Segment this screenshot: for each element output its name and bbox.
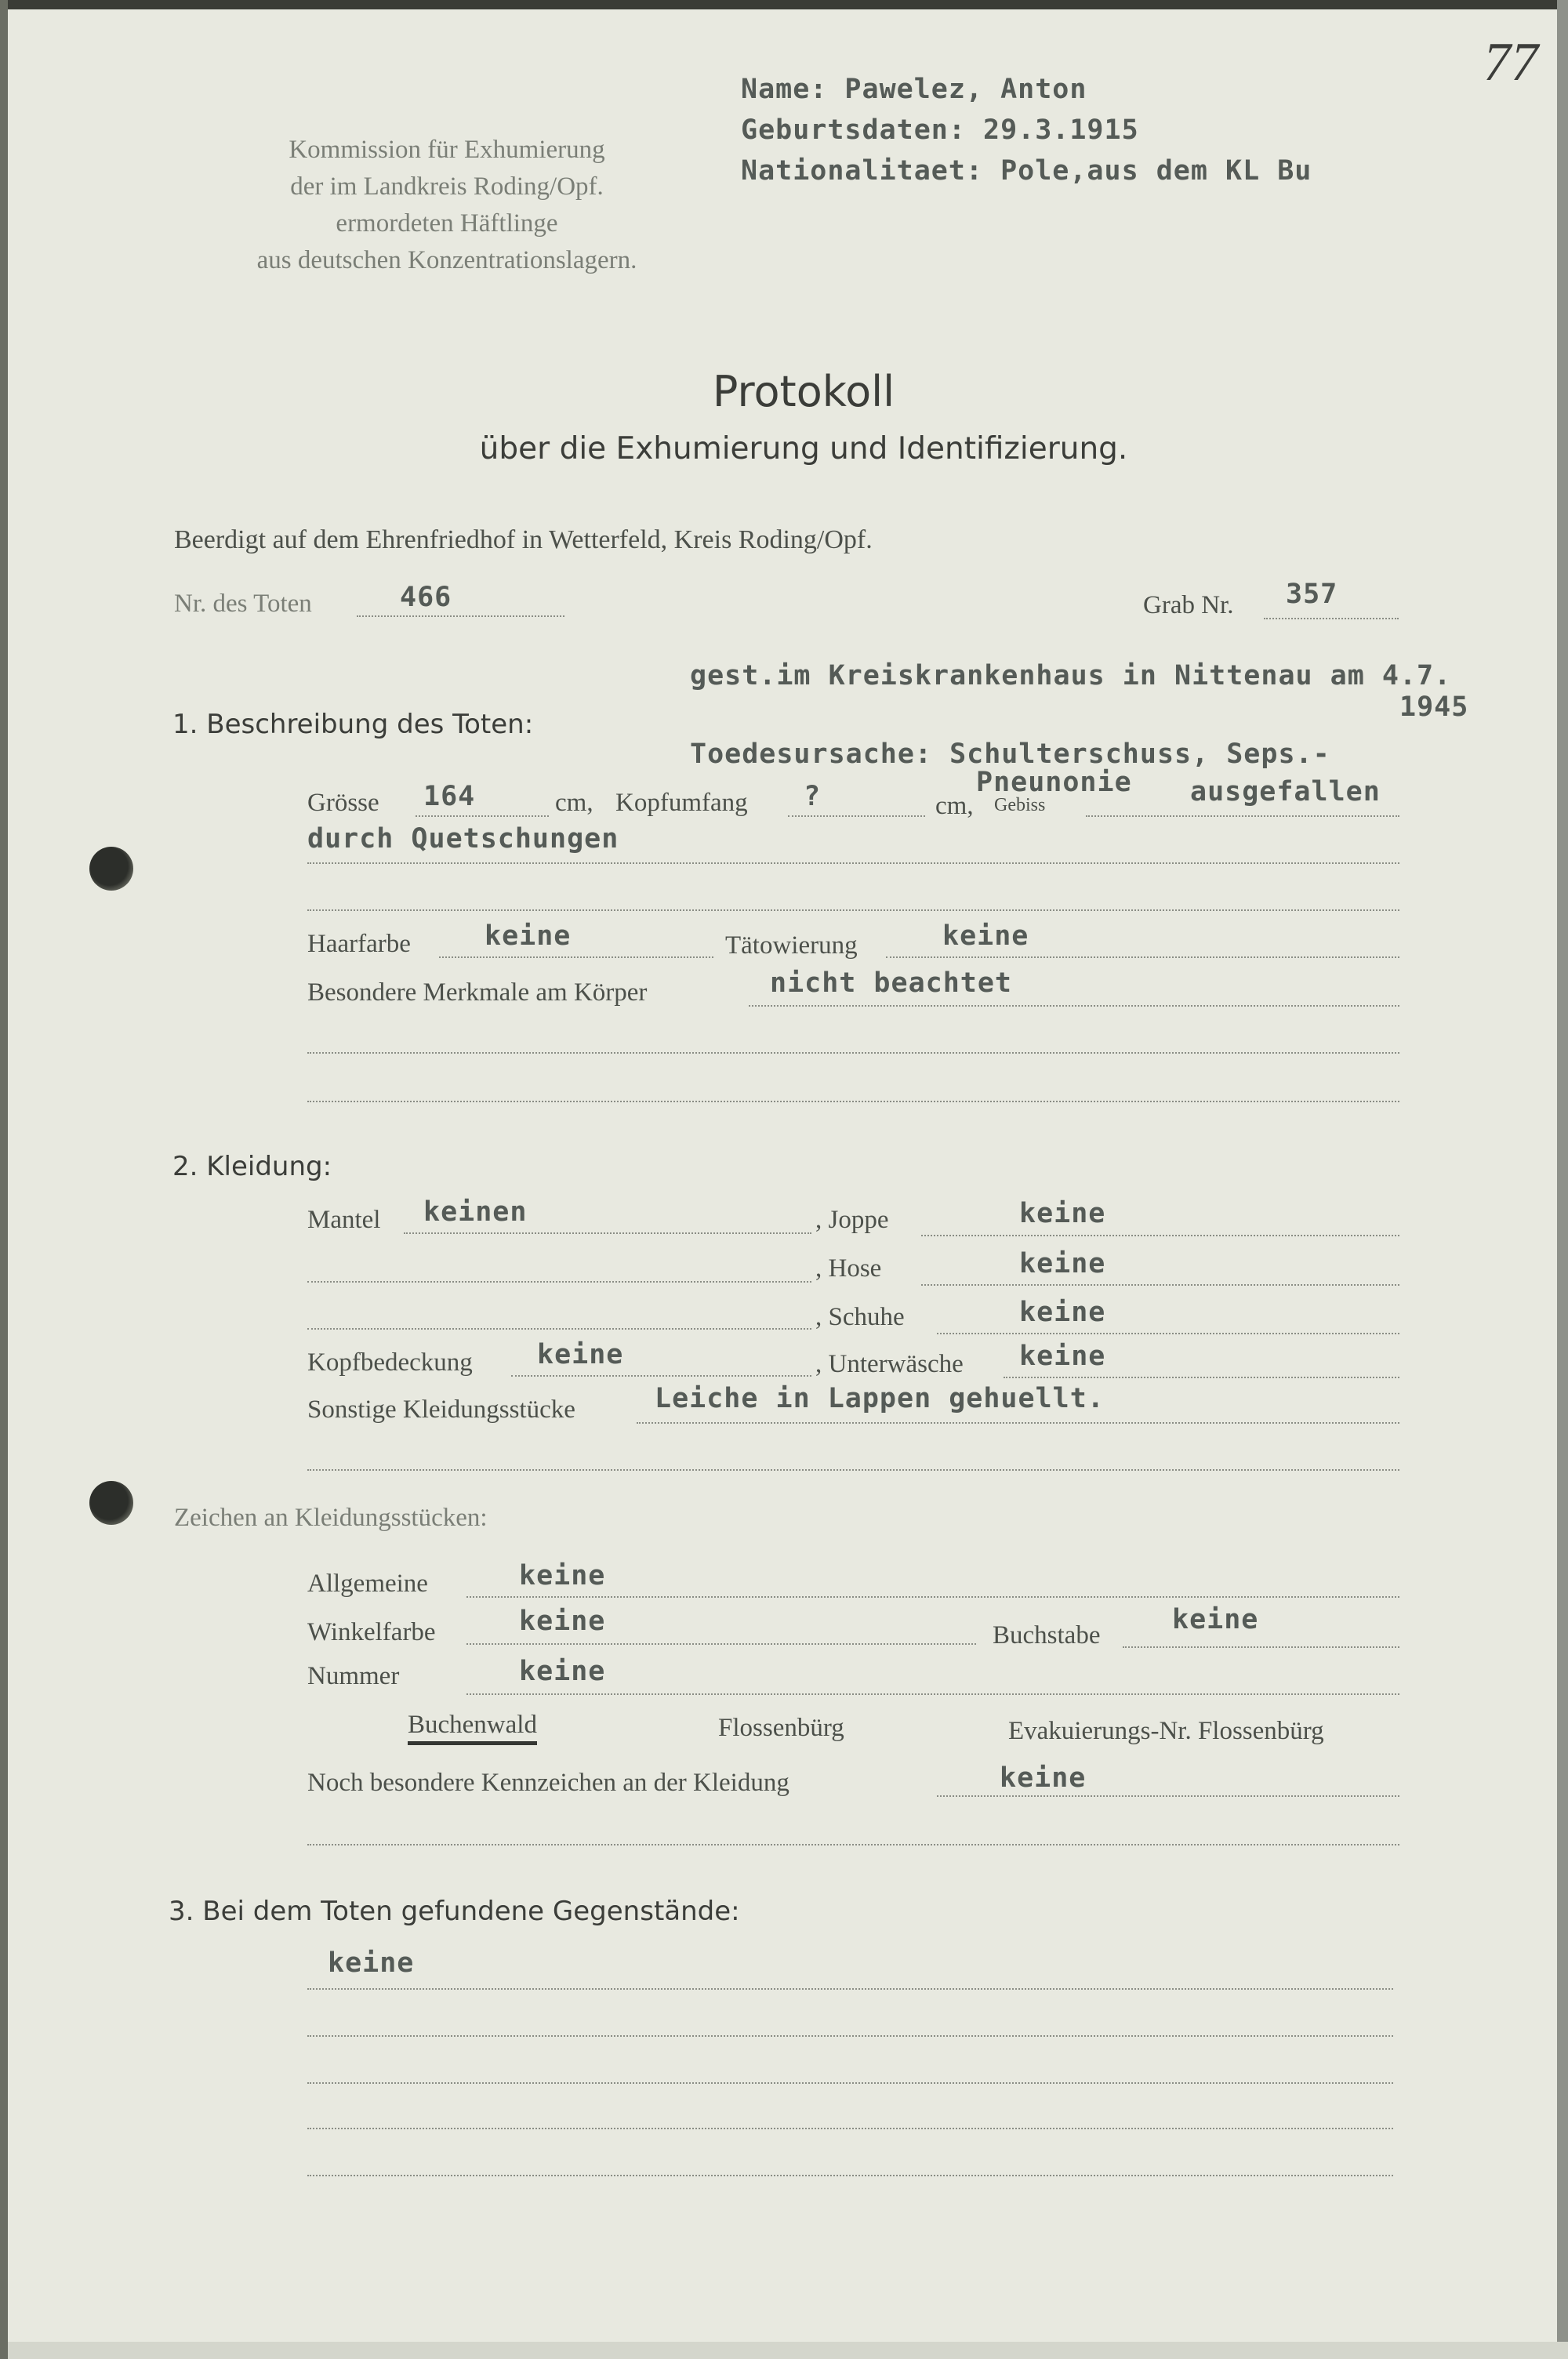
dotted-line [886, 956, 1399, 958]
dotted-line [307, 2082, 1393, 2084]
coat-value: keinen [423, 1196, 528, 1228]
height-unit: cm, [555, 789, 593, 817]
punch-hole-bottom [89, 1481, 133, 1525]
cause-of-death-line: Toedesursache: Schulterschuss, Seps.- [690, 739, 1330, 770]
dotted-line [307, 909, 1399, 911]
underwear-value: keine [1019, 1341, 1106, 1372]
dotted-line [307, 1844, 1399, 1845]
dotted-line [307, 2175, 1393, 2176]
dotted-line [1123, 1646, 1399, 1648]
dotted-line [439, 956, 713, 958]
teeth-value: ausgefallen [1190, 776, 1381, 808]
shoes-value: keine [1019, 1297, 1106, 1328]
dotted-line [357, 615, 564, 617]
camp-buchenwald: Buchenwald [408, 1711, 537, 1745]
other-clothing-label: Sonstige Kleidungsstücke [307, 1395, 575, 1424]
height-value: 164 [423, 781, 476, 812]
dead-number-value: 466 [400, 582, 452, 613]
dotted-line [1004, 1377, 1399, 1378]
teeth-value-continued: durch Quetschungen [307, 823, 619, 855]
letter-value: keine [1172, 1604, 1259, 1635]
extra-marks-value: keine [1000, 1762, 1087, 1794]
head-circumference-value: ? [804, 781, 822, 812]
jacket-value: keine [1019, 1198, 1106, 1229]
general-marks-value: keine [519, 1560, 606, 1591]
teeth-label: Gebiss [994, 795, 1046, 815]
name-line: Name: Pawelez, Anton [741, 74, 1087, 105]
number-value: keine [519, 1656, 606, 1687]
section-3-heading: 3. Bei dem Toten gefundene Gegenstände: [169, 1896, 740, 1927]
death-year: 1945 [1399, 691, 1469, 723]
found-items-value: keine [328, 1947, 415, 1979]
burial-line: Beerdigt auf dem Ehrenfriedhof in Wetterfeld, Kreis Roding/Opf. [174, 525, 873, 554]
dotted-line [307, 1281, 811, 1283]
page-title: Protokoll [712, 367, 895, 416]
tattoo-label: Tätowierung [725, 931, 858, 960]
special-marks-label: Besondere Merkmale am Körper [307, 978, 648, 1007]
underwear-label: , Unterwäsche [815, 1350, 964, 1378]
special-marks-value: nicht beachtet [770, 967, 1013, 999]
hair-color-label: Haarfarbe [307, 930, 411, 958]
dotted-line [1086, 815, 1399, 817]
identity-block [741, 69, 1312, 191]
dotted-line [466, 1693, 1399, 1695]
head-unit: cm, [935, 792, 974, 820]
headwear-value: keine [537, 1339, 624, 1370]
triangle-color-value: keine [519, 1606, 606, 1637]
dotted-line [937, 1333, 1399, 1334]
commission-line: Kommission für Exhumierung [289, 136, 605, 164]
section-1-heading: 1. Beschreibung des Toten: [172, 709, 534, 740]
dotted-line [307, 1469, 1399, 1471]
dotted-line [637, 1422, 1399, 1424]
page-edge-bottom [0, 2342, 1568, 2359]
page-edge-right [1557, 0, 1568, 2359]
camp-flossenbuerg: Flossenbürg [718, 1714, 844, 1742]
commission-line: der im Landkreis Roding/Opf. [290, 172, 604, 201]
general-marks-label: Allgemeine [307, 1570, 428, 1598]
trousers-value: keine [1019, 1248, 1106, 1279]
trousers-label: , Hose [815, 1254, 882, 1283]
birthdate-line: Geburtsdaten: 29.3.1915 [741, 114, 1139, 146]
commission-line: aus deutschen Konzentrationslagern. [256, 246, 637, 274]
section-2-heading: 2. Kleidung: [172, 1151, 332, 1182]
dotted-line [416, 815, 549, 817]
grave-number-value: 357 [1286, 579, 1338, 610]
hair-color-value: keine [485, 920, 572, 952]
marks-on-clothing-heading: Zeichen an Kleidungsstücken: [174, 1504, 488, 1532]
evacuation-number-label: Evakuierungs-Nr. Flossenbürg [1008, 1717, 1324, 1745]
dotted-line [749, 1005, 1399, 1007]
death-place-line: gest.im Kreiskrankenhaus in Nittenau am 4.7. [690, 660, 1452, 691]
dotted-line [404, 1232, 811, 1234]
dotted-line [921, 1235, 1399, 1236]
head-circumference-label: Kopfumfang [615, 789, 748, 817]
shoes-label: , Schuhe [815, 1303, 905, 1331]
commission-header [196, 132, 698, 279]
dead-number-label: Nr. des Toten [174, 590, 312, 618]
headwear-label: Kopfbedeckung [307, 1348, 473, 1377]
page-subtitle: über die Exhumierung und Identifizierung. [479, 431, 1128, 466]
dotted-line [921, 1284, 1399, 1286]
letter-label: Buchstabe [993, 1621, 1101, 1649]
dotted-line [466, 1643, 976, 1645]
dotted-line [1264, 618, 1399, 619]
dotted-line [307, 1101, 1399, 1102]
dotted-line [307, 1328, 811, 1330]
jacket-label: , Joppe [815, 1206, 889, 1234]
nationality-line: Nationalitaet: Pole,aus dem KL Bu [741, 155, 1312, 187]
dotted-line [511, 1375, 811, 1377]
commission-line: ermordeten Häftlinge [336, 209, 558, 238]
number-label: Nummer [307, 1662, 400, 1690]
extra-marks-label: Noch besondere Kennzeichen an der Kleidung [307, 1769, 789, 1797]
dotted-line [307, 2035, 1393, 2037]
coat-label: Mantel [307, 1206, 381, 1234]
dotted-line [307, 1988, 1393, 1990]
grave-number-label: Grab Nr. [1143, 591, 1234, 619]
dotted-line [466, 1596, 1399, 1598]
other-clothing-value: Leiche in Lappen gehuellt. [655, 1383, 1105, 1414]
page-number: 77 [1483, 32, 1538, 93]
triangle-color-label: Winkelfarbe [307, 1618, 436, 1646]
dotted-line [788, 815, 925, 817]
cause-of-death-cont: Pneunonie [976, 767, 1132, 798]
height-label: Grösse [307, 789, 379, 817]
dotted-line [307, 2128, 1393, 2129]
dotted-line [307, 862, 1399, 864]
dotted-line [937, 1795, 1399, 1797]
tattoo-value: keine [942, 920, 1029, 952]
dotted-line [307, 1052, 1399, 1054]
punch-hole-top [89, 847, 133, 891]
